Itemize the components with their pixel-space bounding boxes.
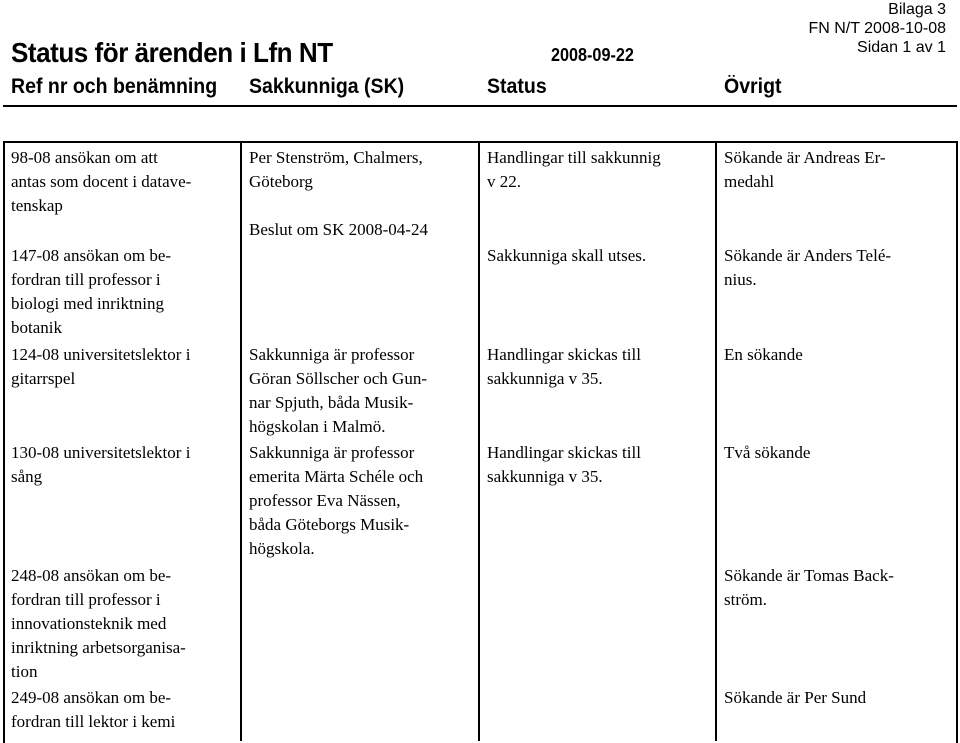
- row-3-other: En sökande: [724, 345, 803, 364]
- document-reference: FN N/T 2008-10-08: [808, 20, 946, 37]
- row-5-other: Sökande är Tomas Back- ström.: [724, 566, 894, 609]
- row-6-ref: 249-08 ansökan om be- fordran till lektor i kemi: [11, 688, 176, 731]
- row-4-ref: 130-08 universitetslektor i sång: [11, 443, 191, 486]
- header-meta: [808, 0, 946, 57]
- column-header-sk: Sakkunniga (SK): [249, 75, 405, 98]
- header-divider: [3, 105, 957, 107]
- column-header-other: Övrigt: [724, 75, 782, 98]
- column-divider: [478, 141, 480, 741]
- row-3-status: Handlingar skickas till sakkunniga v 35.: [487, 345, 641, 388]
- row-1-status: Handlingar till sakkunnig v 22.: [487, 148, 661, 191]
- column-divider: [715, 141, 717, 741]
- column-header-status: Status: [487, 75, 547, 98]
- row-4-status: Handlingar skickas till sakkunniga v 35.: [487, 443, 641, 486]
- row-2-status: Sakkunniga skall utses.: [487, 246, 647, 265]
- row-3-sk: Sakkunniga är professor Göran Söllscher och Gun- nar Spjuth, båda Musik- högskolan i Malmö.: [249, 345, 427, 436]
- row-4-other: Två sökande: [724, 443, 811, 462]
- row-6-other: Sökande är Per Sund: [724, 688, 867, 707]
- row-2-ref: 147-08 ansökan om be- fordran till professor i biologi med inriktning botanik: [11, 246, 172, 337]
- row-1-other: Sökande är Andreas Er- medahl: [724, 148, 886, 191]
- row-2-other: Sökande är Anders Telé- nius.: [724, 246, 892, 289]
- page-title: Status för ärenden i Lfn NT: [11, 37, 333, 68]
- column-divider: [240, 141, 242, 741]
- row-5-ref: 248-08 ansökan om be- fordran till professor i innovationsteknik med inriktning arbetsorganisa- tion: [11, 566, 186, 681]
- column-header-ref: Ref nr och benämning: [11, 75, 218, 98]
- report-date: 2008-09-22: [551, 45, 634, 65]
- page-indicator: Sidan 1 av 1: [857, 39, 946, 56]
- row-3-ref: 124-08 universitetslektor i gitarrspel: [11, 345, 191, 388]
- row-1-sk: Per Stenström, Chalmers, Göteborg Beslut om SK 2008-04-24: [249, 148, 428, 239]
- row-1-ref: 98-08 ansökan om att antas som docent i datave- tenskap: [11, 148, 192, 215]
- bilaga-label: Bilaga 3: [888, 1, 946, 18]
- row-4-sk: Sakkunniga är professor emerita Märta Schéle och professor Eva Nässen, båda Göteborgs Musik- högskola.: [249, 443, 424, 558]
